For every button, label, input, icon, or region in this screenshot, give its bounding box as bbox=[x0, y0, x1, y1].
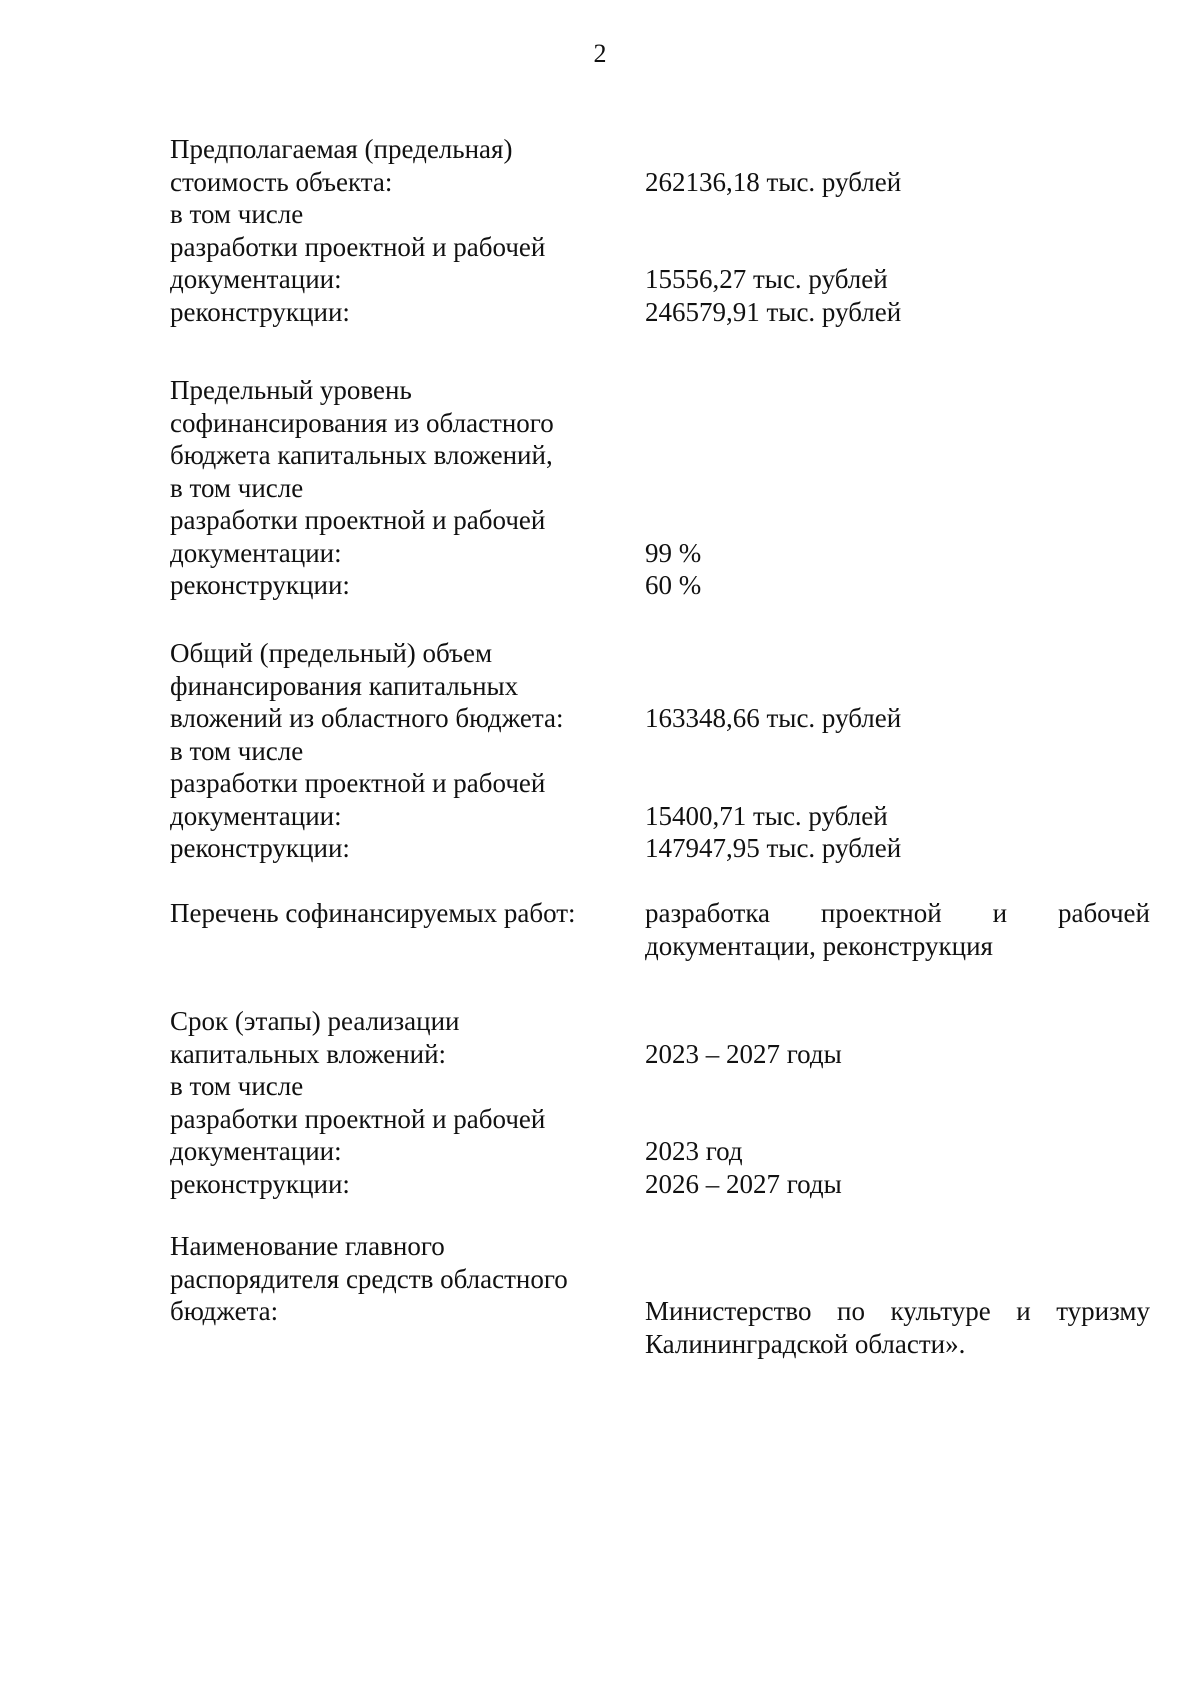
cofin-label-2: софинансирования из областного bbox=[170, 407, 554, 438]
term-line-3 bbox=[170, 1070, 1150, 1103]
fund-label-3: вложений из областного бюджета: bbox=[170, 703, 564, 733]
term-label-2: капитальных вложений: bbox=[170, 1038, 447, 1069]
fund-line-2 bbox=[170, 670, 1150, 703]
cofin-value-reconstruction: 60 % bbox=[645, 570, 702, 600]
manager-line-2 bbox=[170, 1263, 1150, 1296]
fund-value-reconstruction: 147947,95 тыс. рублей bbox=[645, 833, 902, 863]
cost-line-2 bbox=[170, 166, 1150, 199]
cofin-line-1 bbox=[170, 374, 1150, 407]
fund-line-1 bbox=[170, 637, 1150, 670]
fund-line-4 bbox=[170, 735, 1150, 768]
term-label-1: Срок (этапы) реализации bbox=[170, 1006, 460, 1036]
section-estimated-cost bbox=[170, 133, 1150, 328]
fund-line-7 bbox=[170, 832, 1150, 865]
manager-label-2: распорядителя средств областного bbox=[170, 1263, 568, 1294]
term-label-3: в том числе bbox=[170, 1071, 304, 1101]
cost-value-reconstruction: 246579,91 тыс. рублей bbox=[645, 296, 902, 327]
cost-label-2: стоимость объекта: bbox=[170, 166, 393, 197]
cofin-line-6 bbox=[170, 537, 1150, 570]
fund-label-7: реконструкции: bbox=[170, 833, 350, 863]
cofin-line-5 bbox=[170, 504, 1150, 537]
cofin-line-4 bbox=[170, 472, 1150, 505]
cost-label-3: в том числе bbox=[170, 199, 304, 229]
cofin-line-3 bbox=[170, 439, 1150, 472]
fund-value-total: 163348,66 тыс. рублей bbox=[645, 703, 902, 733]
term-line-1 bbox=[170, 1005, 1150, 1038]
fund-value-documentation: 15400,71 тыс. рублей bbox=[645, 800, 888, 831]
cost-label-1: Предполагаемая (предельная) bbox=[170, 134, 513, 164]
cost-label-4: разработки проектной и рабочей bbox=[170, 231, 546, 262]
cofin-line-2 bbox=[170, 407, 1150, 440]
cost-label-5: документации: bbox=[170, 264, 342, 294]
works-line bbox=[170, 897, 1150, 962]
section-total-funding bbox=[170, 637, 1150, 865]
manager-line-3 bbox=[170, 1295, 1150, 1360]
cost-line-4 bbox=[170, 231, 1150, 264]
manager-line-1 bbox=[170, 1230, 1150, 1263]
cofin-label-6: документации: bbox=[170, 537, 342, 568]
term-label-4: разработки проектной и рабочей bbox=[170, 1103, 546, 1134]
fund-label-5: разработки проектной и рабочей bbox=[170, 768, 546, 798]
term-line-2 bbox=[170, 1038, 1150, 1071]
page-number: 2 bbox=[593, 39, 607, 68]
term-label-5: документации: bbox=[170, 1136, 342, 1166]
fund-line-3 bbox=[170, 702, 1150, 735]
cofin-value-documentation: 99 % bbox=[645, 537, 702, 568]
manager-value: Министерство по культуре и туризму Калининградской области». bbox=[645, 1296, 1150, 1359]
term-label-6: реконструкции: bbox=[170, 1168, 350, 1199]
term-line-4 bbox=[170, 1103, 1150, 1136]
term-value-documentation: 2023 год bbox=[645, 1136, 743, 1166]
fund-line-5 bbox=[170, 767, 1150, 800]
section-cofinanced-works bbox=[170, 897, 1150, 962]
term-line-5 bbox=[170, 1135, 1150, 1168]
term-value-total: 2023 – 2027 годы bbox=[645, 1038, 842, 1069]
section-implementation-term bbox=[170, 1005, 1150, 1200]
manager-label-3: бюджета: bbox=[170, 1296, 279, 1326]
section-chief-manager bbox=[170, 1230, 1150, 1360]
fund-label-2: финансирования капитальных bbox=[170, 670, 519, 701]
cofin-label-5: разработки проектной и рабочей bbox=[170, 505, 546, 535]
cost-line-5 bbox=[170, 263, 1150, 296]
cost-value-total: 262136,18 тыс. рублей bbox=[645, 166, 902, 197]
cofin-line-7 bbox=[170, 569, 1150, 602]
cofin-label-4: в том числе bbox=[170, 472, 304, 503]
fund-line-6 bbox=[170, 800, 1150, 833]
fund-label-4: в том числе bbox=[170, 735, 304, 766]
term-line-6 bbox=[170, 1168, 1150, 1201]
cost-line-6 bbox=[170, 296, 1150, 329]
manager-label-1: Наименование главного bbox=[170, 1231, 445, 1261]
cost-line-3 bbox=[170, 198, 1150, 231]
cofin-label-7: реконструкции: bbox=[170, 570, 350, 600]
cofin-label-1: Предельный уровень bbox=[170, 375, 412, 405]
section-cofinancing-level bbox=[170, 374, 1150, 602]
cofin-label-3: бюджета капитальных вложений, bbox=[170, 440, 553, 470]
works-value: разработка проектной и рабочей документации, реконструкция bbox=[645, 898, 1150, 961]
fund-label-6: документации: bbox=[170, 800, 342, 831]
fund-label-1: Общий (предельный) объем bbox=[170, 638, 493, 668]
cost-value-documentation: 15556,27 тыс. рублей bbox=[645, 264, 888, 294]
cost-line-1 bbox=[170, 133, 1150, 166]
works-label: Перечень софинансируемых работ: bbox=[170, 898, 576, 928]
term-value-reconstruction: 2026 – 2027 годы bbox=[645, 1168, 842, 1199]
cost-label-6: реконструкции: bbox=[170, 296, 350, 327]
